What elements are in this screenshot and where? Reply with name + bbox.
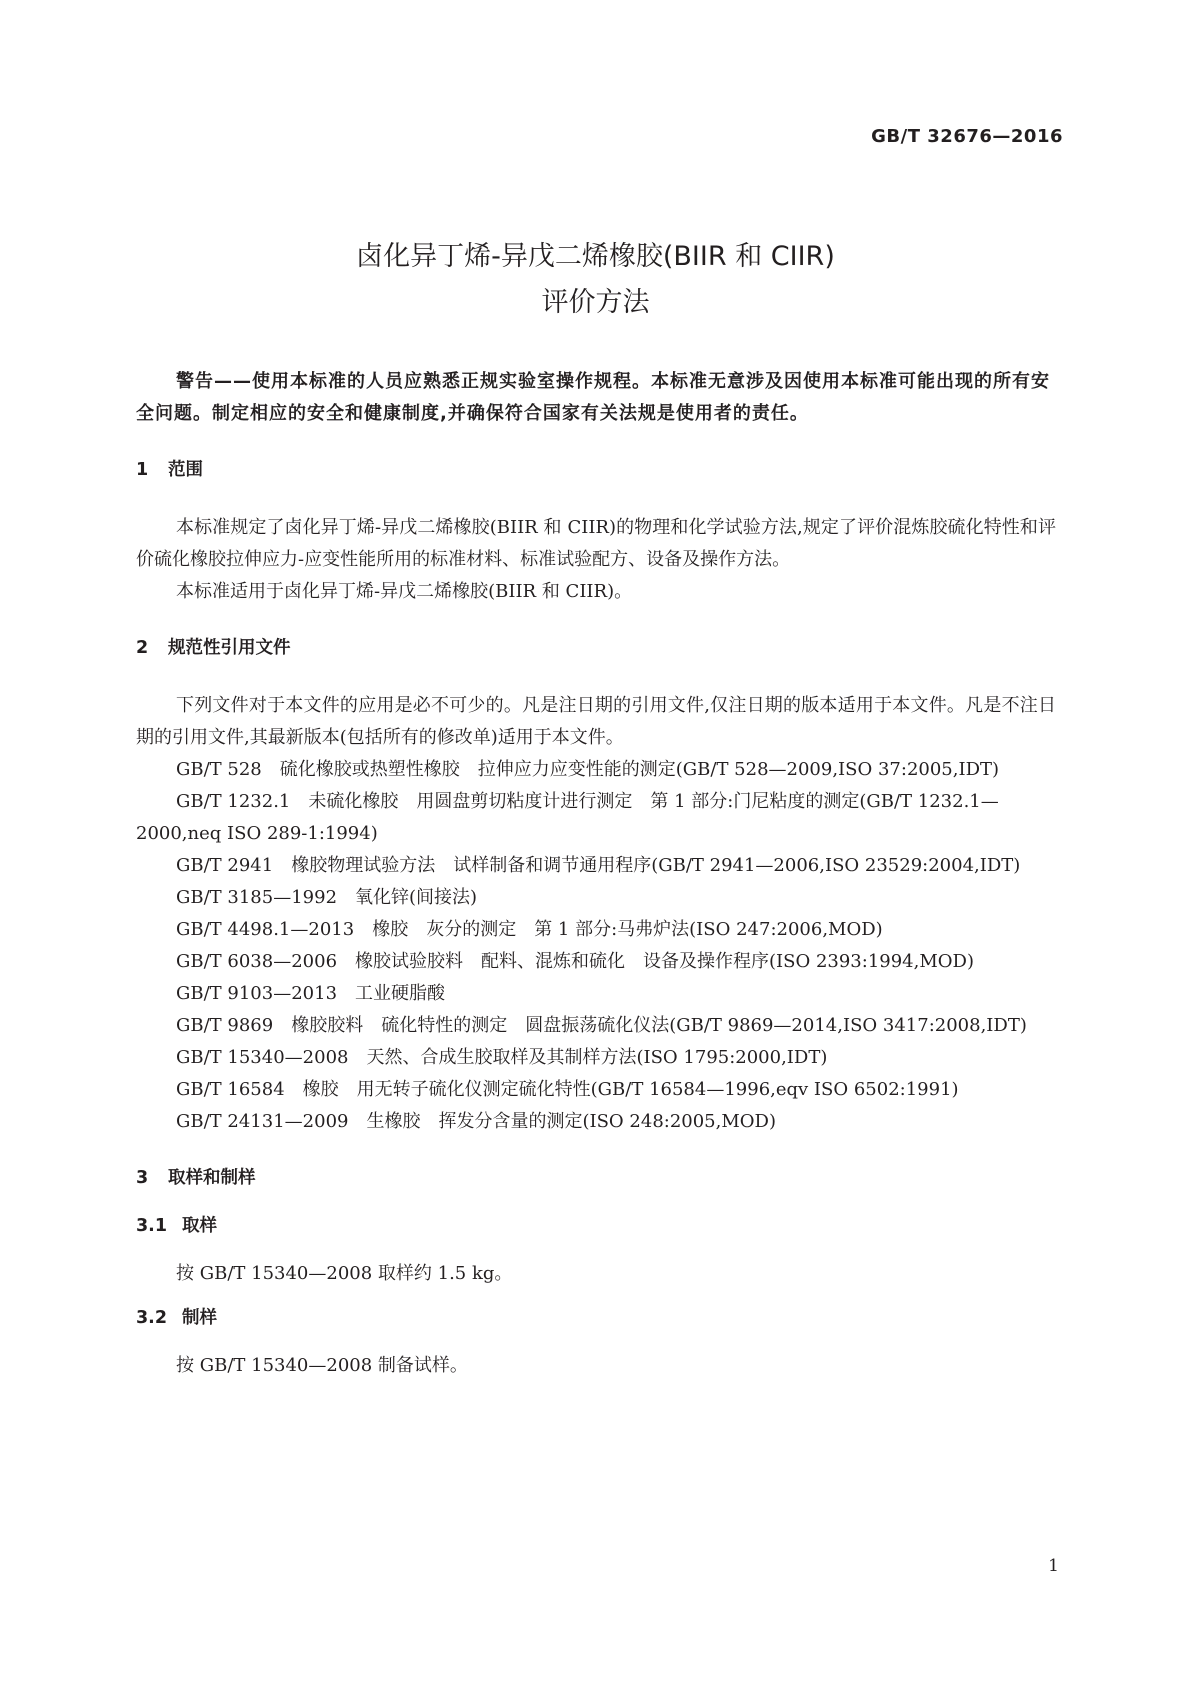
subsection-title: 取样	[182, 1216, 217, 1236]
section-3-2-heading	[136, 1302, 1056, 1334]
page-number: 1	[1048, 1556, 1059, 1576]
section-2-heading	[136, 632, 1056, 664]
sample-prep-text: 按 GB/T 15340—2008 制备试样。	[176, 1355, 468, 1376]
reference-item: GB/T 4498.1—2013 橡胶 灰分的测定 第 1 部分:马弗炉法(ISO 247:2006,MOD)	[176, 919, 883, 940]
section-title: 取样和制样	[168, 1168, 256, 1188]
subsection-title: 制样	[182, 1308, 217, 1328]
section-3-1-heading	[136, 1210, 1056, 1242]
section-number: 1	[136, 460, 149, 480]
reference-item: GB/T 9103—2013 工业硬脂酸	[176, 983, 446, 1004]
reference-item: GB/T 1232.1 未硫化橡胶 用圆盘剪切粘度计进行测定 第 1 部分:门尼粘度的测定(GB/T 1232.1—2000,neq ISO 289-1:1994)	[136, 791, 999, 844]
section-title: 范围	[168, 460, 203, 480]
reference-item: GB/T 528 硫化橡胶或热塑性橡胶 拉伸应力应变性能的测定(GB/T 528—2009,ISO 37:2005,IDT)	[176, 759, 1000, 780]
section-3-heading	[136, 1162, 1056, 1194]
subsection-number: 3.1	[136, 1216, 168, 1236]
document-title: 卤化异丁烯-异戊二烯橡胶(BIIR 和 CIIR)	[356, 241, 835, 272]
section-number: 2	[136, 638, 149, 658]
subsection-number: 3.2	[136, 1308, 168, 1328]
reference-item: GB/T 6038—2006 橡胶试验胶料 配料、混炼和硫化 设备及操作程序(ISO 2393:1994,MOD)	[176, 951, 975, 972]
document-body	[136, 366, 1056, 1382]
reference-item: GB/T 15340—2008 天然、合成生胶取样及其制样方法(ISO 1795:2000,IDT)	[176, 1047, 828, 1068]
section-number: 3	[136, 1168, 149, 1188]
references-intro: 下列文件对于本文件的应用是必不可少的。凡是注日期的引用文件,仅注日期的版本适用于本文件。凡是不注日期的引用文件,其最新版本(包括所有的修改单)适用于本文件。	[136, 695, 1056, 748]
reference-item: GB/T 2941 橡胶物理试验方法 试样制备和调节通用程序(GB/T 2941—2006,ISO 23529:2004,IDT)	[176, 855, 1021, 876]
standard-code: GB/T 32676—2016	[871, 126, 1063, 147]
section-1-heading	[136, 454, 1056, 486]
scope-paragraph: 本标准规定了卤化异丁烯-异戊二烯橡胶(BIIR 和 CIIR)的物理和化学试验方法,规定了评价混炼胶硫化特性和评价硫化橡胶拉伸应力-应变性能所用的标准材料、标准试验配方、设备及操作方法。	[136, 517, 1056, 570]
document-subtitle: 评价方法	[541, 287, 650, 318]
reference-item: GB/T 16584 橡胶 用无转子硫化仪测定硫化特性(GB/T 16584—1996,eqv ISO 6502:1991)	[176, 1079, 959, 1100]
reference-item: GB/T 9869 橡胶胶料 硫化特性的测定 圆盘振荡硫化仪法(GB/T 9869—2014,ISO 3417:2008,IDT)	[176, 1015, 1027, 1036]
safety-warning: 警告——使用本标准的人员应熟悉正规实验室操作规程。本标准无意涉及因使用本标准可能出现的所有安全问题。制定相应的安全和健康制度,并确保符合国家有关法规是使用者的责任。	[136, 371, 1050, 424]
sampling-text: 按 GB/T 15340—2008 取样约 1.5 kg。	[176, 1263, 513, 1284]
section-title: 规范性引用文件	[168, 638, 291, 658]
reference-item: GB/T 24131—2009 生橡胶 挥发分含量的测定(ISO 248:2005,MOD)	[176, 1111, 777, 1132]
scope-paragraph: 本标准适用于卤化异丁烯-异戊二烯橡胶(BIIR 和 CIIR)。	[176, 581, 633, 602]
reference-item: GB/T 3185—1992 氧化锌(间接法)	[176, 887, 478, 908]
